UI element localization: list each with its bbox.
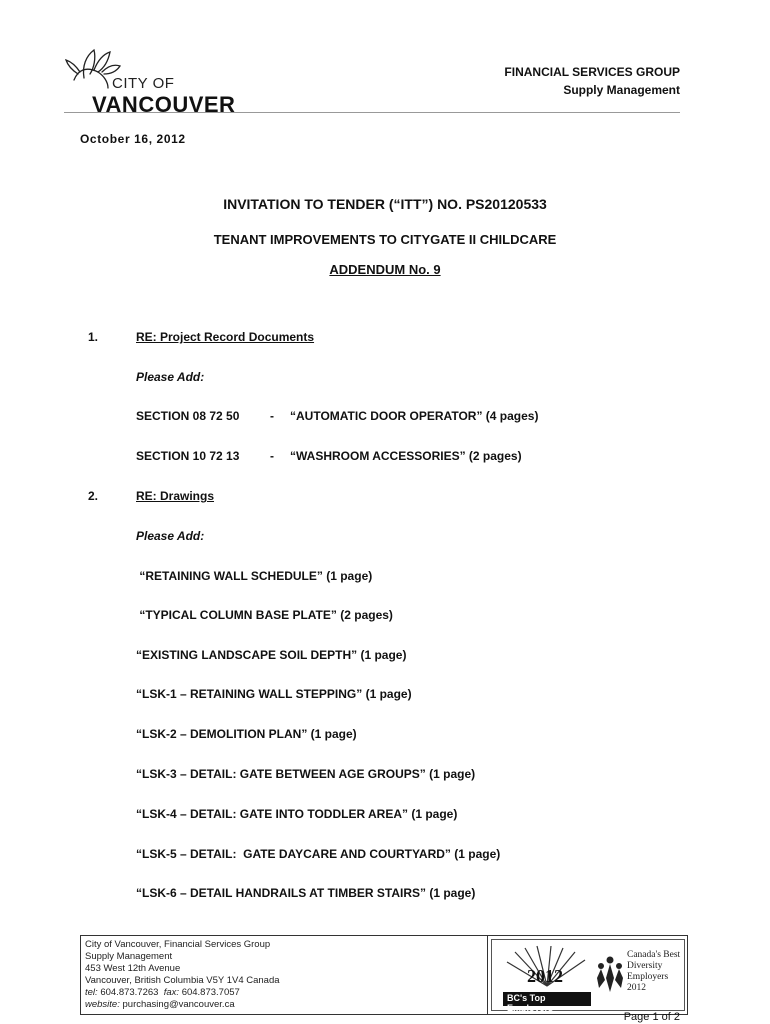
canadas-best-diversity-badge	[595, 942, 685, 1008]
header-divider	[64, 112, 680, 113]
section-number: SECTION 08 72 50	[136, 409, 240, 423]
drawing-item: “LSK-6 – DETAIL HANDRAILS AT TIMBER STAIRS” (1 page)	[136, 886, 476, 900]
diversity-line3: Employers 2012	[627, 972, 669, 993]
tel-label: tel:	[85, 987, 98, 998]
tel-number: 604.873.7263	[100, 987, 159, 998]
footer-web	[85, 999, 280, 1011]
city-of-vancouver-logo	[64, 44, 264, 116]
diversity-line2: Diversity	[627, 961, 663, 971]
footer-phone-fax	[85, 987, 280, 999]
drawing-item: “RETAINING WALL SCHEDULE” (1 page)	[136, 569, 373, 583]
drawing-item: “TYPICAL COLUMN BASE PLATE” (2 pages)	[136, 608, 393, 622]
header-department: Supply Management	[563, 83, 680, 97]
footer-box	[80, 935, 688, 1015]
addendum-title: ADDENDUM No. 9	[329, 262, 441, 277]
section-description: “AUTOMATIC DOOR OPERATOR” (4 pages)	[290, 409, 539, 423]
award-bc-label: BC's Top Employers	[507, 993, 554, 1013]
item-number: 2.	[88, 489, 99, 503]
diversity-line1: Canada's Best	[627, 950, 681, 960]
tender-title: INVITATION TO TENDER (“ITT”) NO. PS20120533	[223, 196, 547, 212]
footer-city: Vancouver, British Columbia V5Y 1V4 Canada	[85, 975, 280, 986]
footer-address	[85, 939, 280, 1011]
drawing-item: “EXISTING LANDSCAPE SOIL DEPTH” (1 page)	[136, 648, 407, 662]
people-icon	[595, 954, 625, 994]
header-group: FINANCIAL SERVICES GROUP	[504, 65, 680, 79]
drawing-item: “LSK-1 – RETAINING WALL STEPPING” (1 page)	[136, 687, 412, 701]
document-date: October 16, 2012	[80, 132, 186, 146]
section-number: SECTION 10 72 13	[136, 449, 240, 463]
footer-divider	[487, 936, 488, 1014]
web-address: purchasing@vancouver.ca	[122, 999, 235, 1010]
web-label: website:	[85, 999, 120, 1010]
logo-vancouver: VANCOUVER	[92, 92, 236, 117]
page-number: Page 1 of 2	[623, 1011, 680, 1023]
drawing-item: “LSK-4 – DETAIL: GATE INTO TODDLER AREA” (1 page)	[136, 807, 458, 821]
section-dash: -	[270, 409, 274, 423]
footer-dept: Supply Management	[85, 951, 173, 962]
header-department-block	[504, 63, 680, 99]
item-instruction: Please Add:	[136, 529, 205, 543]
item-instruction: Please Add:	[136, 370, 205, 384]
award-year: 2012	[527, 966, 563, 986]
section-dash: -	[270, 449, 274, 463]
drawing-item: “LSK-2 – DEMOLITION PLAN” (1 page)	[136, 727, 357, 741]
bc-top-employers-badge	[501, 942, 593, 1013]
section-description: “WASHROOM ACCESSORIES” (2 pages)	[290, 449, 522, 463]
footer-org: City of Vancouver, Financial Services Group	[85, 939, 271, 950]
item-heading: RE: Drawings	[136, 489, 215, 503]
diversity-text	[627, 950, 685, 994]
drawing-item: “LSK-5 – DETAIL: GATE DAYCARE AND COURTYARD” (1 page)	[136, 847, 501, 861]
logo-city-of: CITY OF	[112, 75, 175, 92]
fax-number: 604.873.7057	[181, 987, 240, 998]
footer-street: 453 West 12th Avenue	[85, 963, 181, 974]
drawing-item: “LSK-3 – DETAIL: GATE BETWEEN AGE GROUPS” (1 page)	[136, 767, 476, 781]
project-title: TENANT IMPROVEMENTS TO CITYGATE II CHILDCARE	[213, 232, 557, 247]
item-heading: RE: Project Record Documents	[136, 330, 315, 344]
item-number: 1.	[88, 330, 99, 344]
fax-label: fax:	[163, 987, 180, 998]
